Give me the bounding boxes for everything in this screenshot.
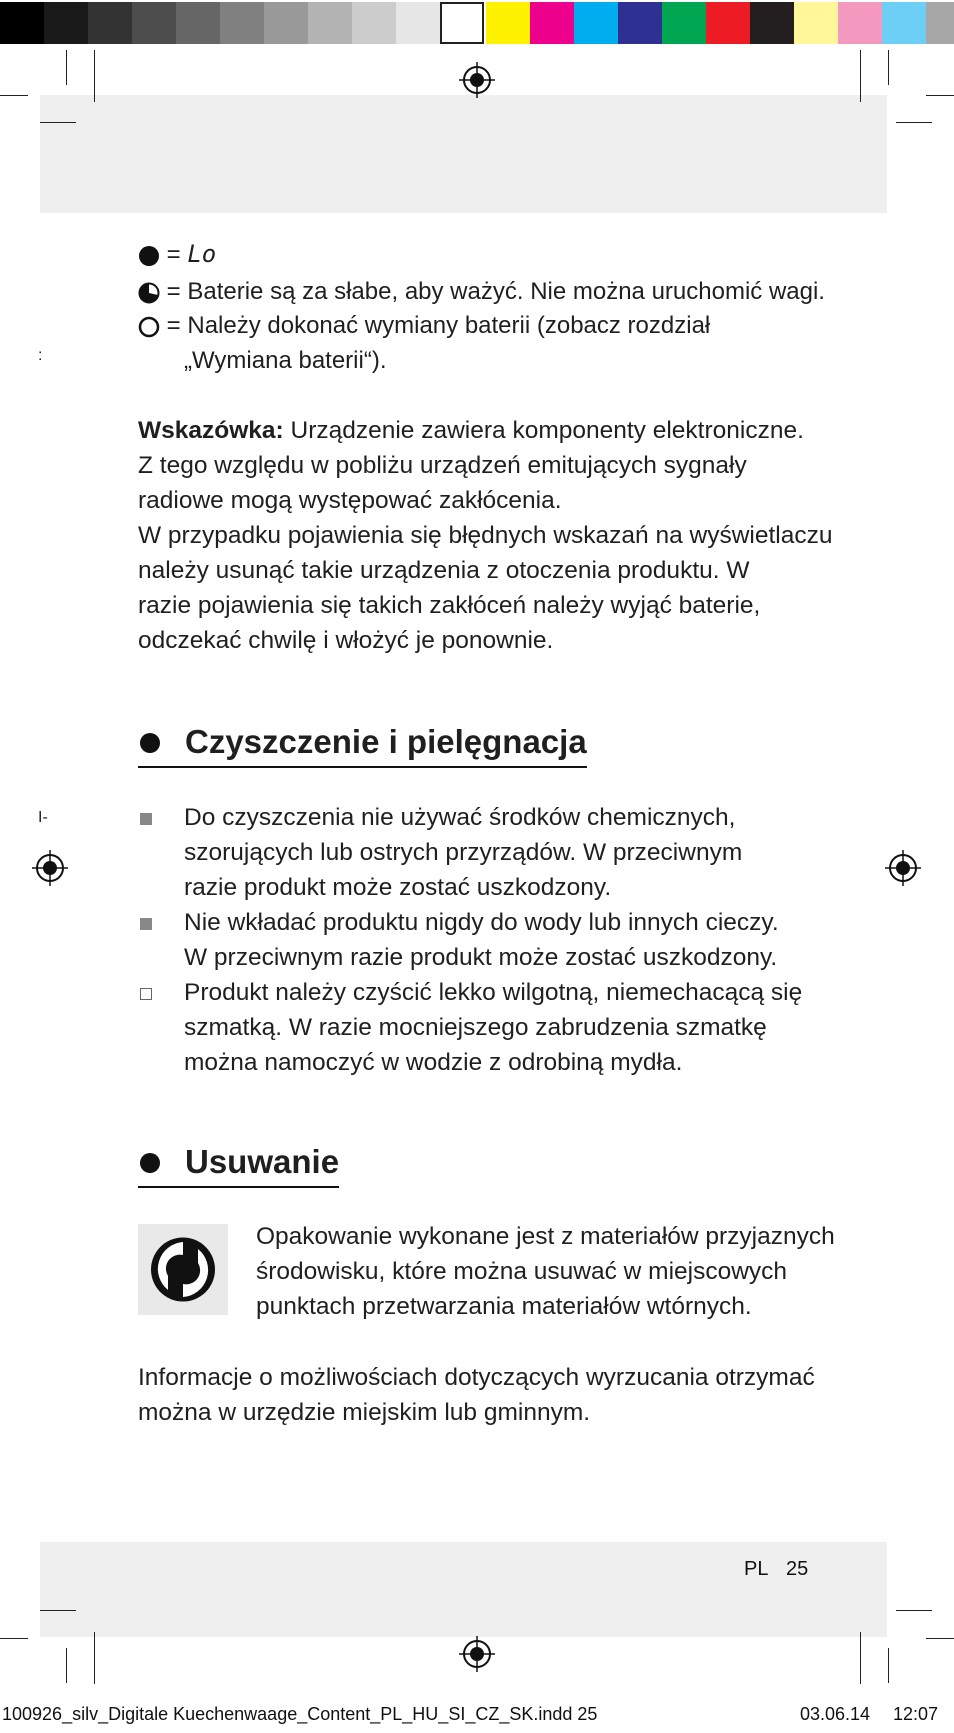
- note-text: Urządzenie zawiera komponenty elektroniczne.: [290, 417, 804, 444]
- process-color-swatch: [750, 2, 794, 44]
- note-line: W przypadku pojawienia się błędnych wskazań na wyświetlaczu: [138, 522, 833, 549]
- battery-empty-icon: [138, 316, 160, 338]
- margin-mark: I-: [38, 809, 48, 826]
- battery-legend-row: [138, 275, 825, 309]
- gray-swatch: [352, 2, 396, 44]
- cleaning-line: Nie wkładać produktu nigdy do wody lub innych cieczy.: [184, 909, 779, 936]
- crop-mark: [896, 1610, 932, 1611]
- legend-equals: =: [166, 241, 181, 268]
- crop-mark: [40, 122, 76, 123]
- cleaning-line: Produkt należy czyścić lekko wilgotną, niemechacącą się: [184, 979, 803, 1006]
- crop-mark: [888, 50, 889, 85]
- green-dot-box: [138, 1224, 228, 1315]
- process-color-swatch: [618, 2, 662, 44]
- language-code: PL: [744, 1558, 769, 1580]
- square-bullet-icon: [140, 918, 152, 930]
- green-dot-recycling-icon: [138, 1224, 228, 1315]
- legend-text-continued: „Wymiana baterii“).: [184, 347, 387, 374]
- cleaning-line: W przeciwnym razie produkt może zostać uszkodzony.: [184, 944, 778, 971]
- crop-mark: [40, 1610, 76, 1611]
- cleaning-line: Do czyszczenia nie używać środków chemicznych,: [184, 804, 736, 831]
- legend-text: Baterie są za słabe, aby ważyć. Nie można uruchomić wagi.: [187, 278, 825, 305]
- process-color-swatch: [882, 2, 926, 44]
- square-bullet-icon: [140, 988, 152, 1000]
- battery-legend-row: [138, 309, 710, 343]
- cleaning-line: można namoczyć w wodzie z odrobiną mydła.: [184, 1049, 683, 1076]
- legend-text: Należy dokonać wymiany baterii (zobacz rozdział: [187, 312, 711, 339]
- square-bullet-icon: [140, 813, 152, 825]
- note-line: należy usunąć takie urządzenia z otoczenia produktu. W: [138, 557, 750, 584]
- process-color-swatch: [838, 2, 882, 44]
- battery-full-icon: [138, 245, 160, 267]
- process-color-swatch: [486, 2, 530, 44]
- crop-mark: [94, 50, 95, 102]
- cleaning-line: szorujących lub ostrych przyrządów. W przeciwnym: [184, 839, 743, 866]
- cleaning-line: szmatką. W razie mocniejszego zabrudzenia szmatkę: [184, 1014, 767, 1041]
- crop-mark: [896, 122, 932, 123]
- crop-mark: [0, 1638, 28, 1639]
- crop-mark: [926, 1638, 954, 1639]
- crop-mark: [66, 50, 67, 85]
- process-color-swatch: [530, 2, 574, 44]
- cleaning-line: razie produkt może zostać uszkodzony.: [184, 874, 612, 901]
- note-label: Wskazówka:: [138, 417, 284, 444]
- gray-swatch: [88, 2, 132, 44]
- crop-mark: [888, 1648, 889, 1683]
- crop-mark: [926, 95, 954, 96]
- header-band: [40, 95, 887, 213]
- gray-swatch: [132, 2, 176, 44]
- gray-swatch: [440, 2, 484, 44]
- process-color-swatch: [794, 2, 838, 44]
- packaging-line: punktach przetwarzania materiałów wtórnych.: [256, 1293, 752, 1320]
- registration-mark-icon: [459, 62, 495, 98]
- battery-half-icon: [138, 282, 160, 304]
- packaging-line: środowisku, które można usuwać w miejscowych: [256, 1258, 788, 1285]
- packaging-line: Opakowanie wykonane jest z materiałów przyjaznych: [256, 1223, 835, 1250]
- disposal-info-line: Informacje o możliwościach dotyczących wyrzucania otrzymać: [138, 1364, 815, 1391]
- registration-mark-icon: [459, 1636, 495, 1672]
- page-number: 25: [786, 1558, 809, 1580]
- battery-legend-row: [138, 237, 216, 272]
- note-line: razie pojawienia się takich zakłóceń należy wyjąć baterie,: [138, 592, 761, 619]
- crop-mark: [66, 1648, 67, 1683]
- gray-swatch: [0, 2, 44, 44]
- gray-swatch: [176, 2, 220, 44]
- gray-swatch: [396, 2, 440, 44]
- note-line: radiowe mogą występować zakłócenia.: [138, 487, 562, 514]
- margin-mark: :: [38, 347, 43, 364]
- note-line: [138, 413, 804, 448]
- crop-mark: [860, 1632, 861, 1684]
- registration-mark-icon: [32, 850, 68, 886]
- gray-swatch: [220, 2, 264, 44]
- gray-swatch: [264, 2, 308, 44]
- crop-mark: [0, 95, 28, 96]
- print-slug-date: 03.06.14: [800, 1704, 871, 1724]
- section-title-cleaning: Czyszczenie i pielęgnacja: [138, 722, 587, 768]
- process-color-swatch: [926, 2, 954, 44]
- crop-mark: [94, 1632, 95, 1684]
- section-title-disposal: Usuwanie: [138, 1142, 339, 1188]
- registration-mark-icon: [885, 850, 921, 886]
- note-line: Z tego względu w pobliżu urządzeń emitujących sygnały: [138, 452, 747, 479]
- process-color-swatch: [706, 2, 750, 44]
- gray-swatch: [308, 2, 352, 44]
- lo-display-text: Lo: [187, 240, 217, 268]
- footer-band: [40, 1542, 887, 1637]
- print-slug-filename: 100926_silv_Digitale Kuechenwaage_Content_PL_HU_SI_CZ_SK.indd 25: [2, 1704, 598, 1724]
- legend-equals: =: [166, 312, 181, 339]
- print-slug-time: 12:07: [893, 1704, 939, 1724]
- process-color-swatch: [574, 2, 618, 44]
- process-color-swatch: [662, 2, 706, 44]
- disposal-info-line: można w urzędzie miejskim lub gminnym.: [138, 1399, 591, 1426]
- gray-swatch: [44, 2, 88, 44]
- legend-equals: =: [166, 278, 181, 305]
- print-color-bar: [0, 0, 954, 46]
- note-line: odczekać chwilę i włożyć je ponownie.: [138, 627, 554, 654]
- crop-mark: [860, 50, 861, 102]
